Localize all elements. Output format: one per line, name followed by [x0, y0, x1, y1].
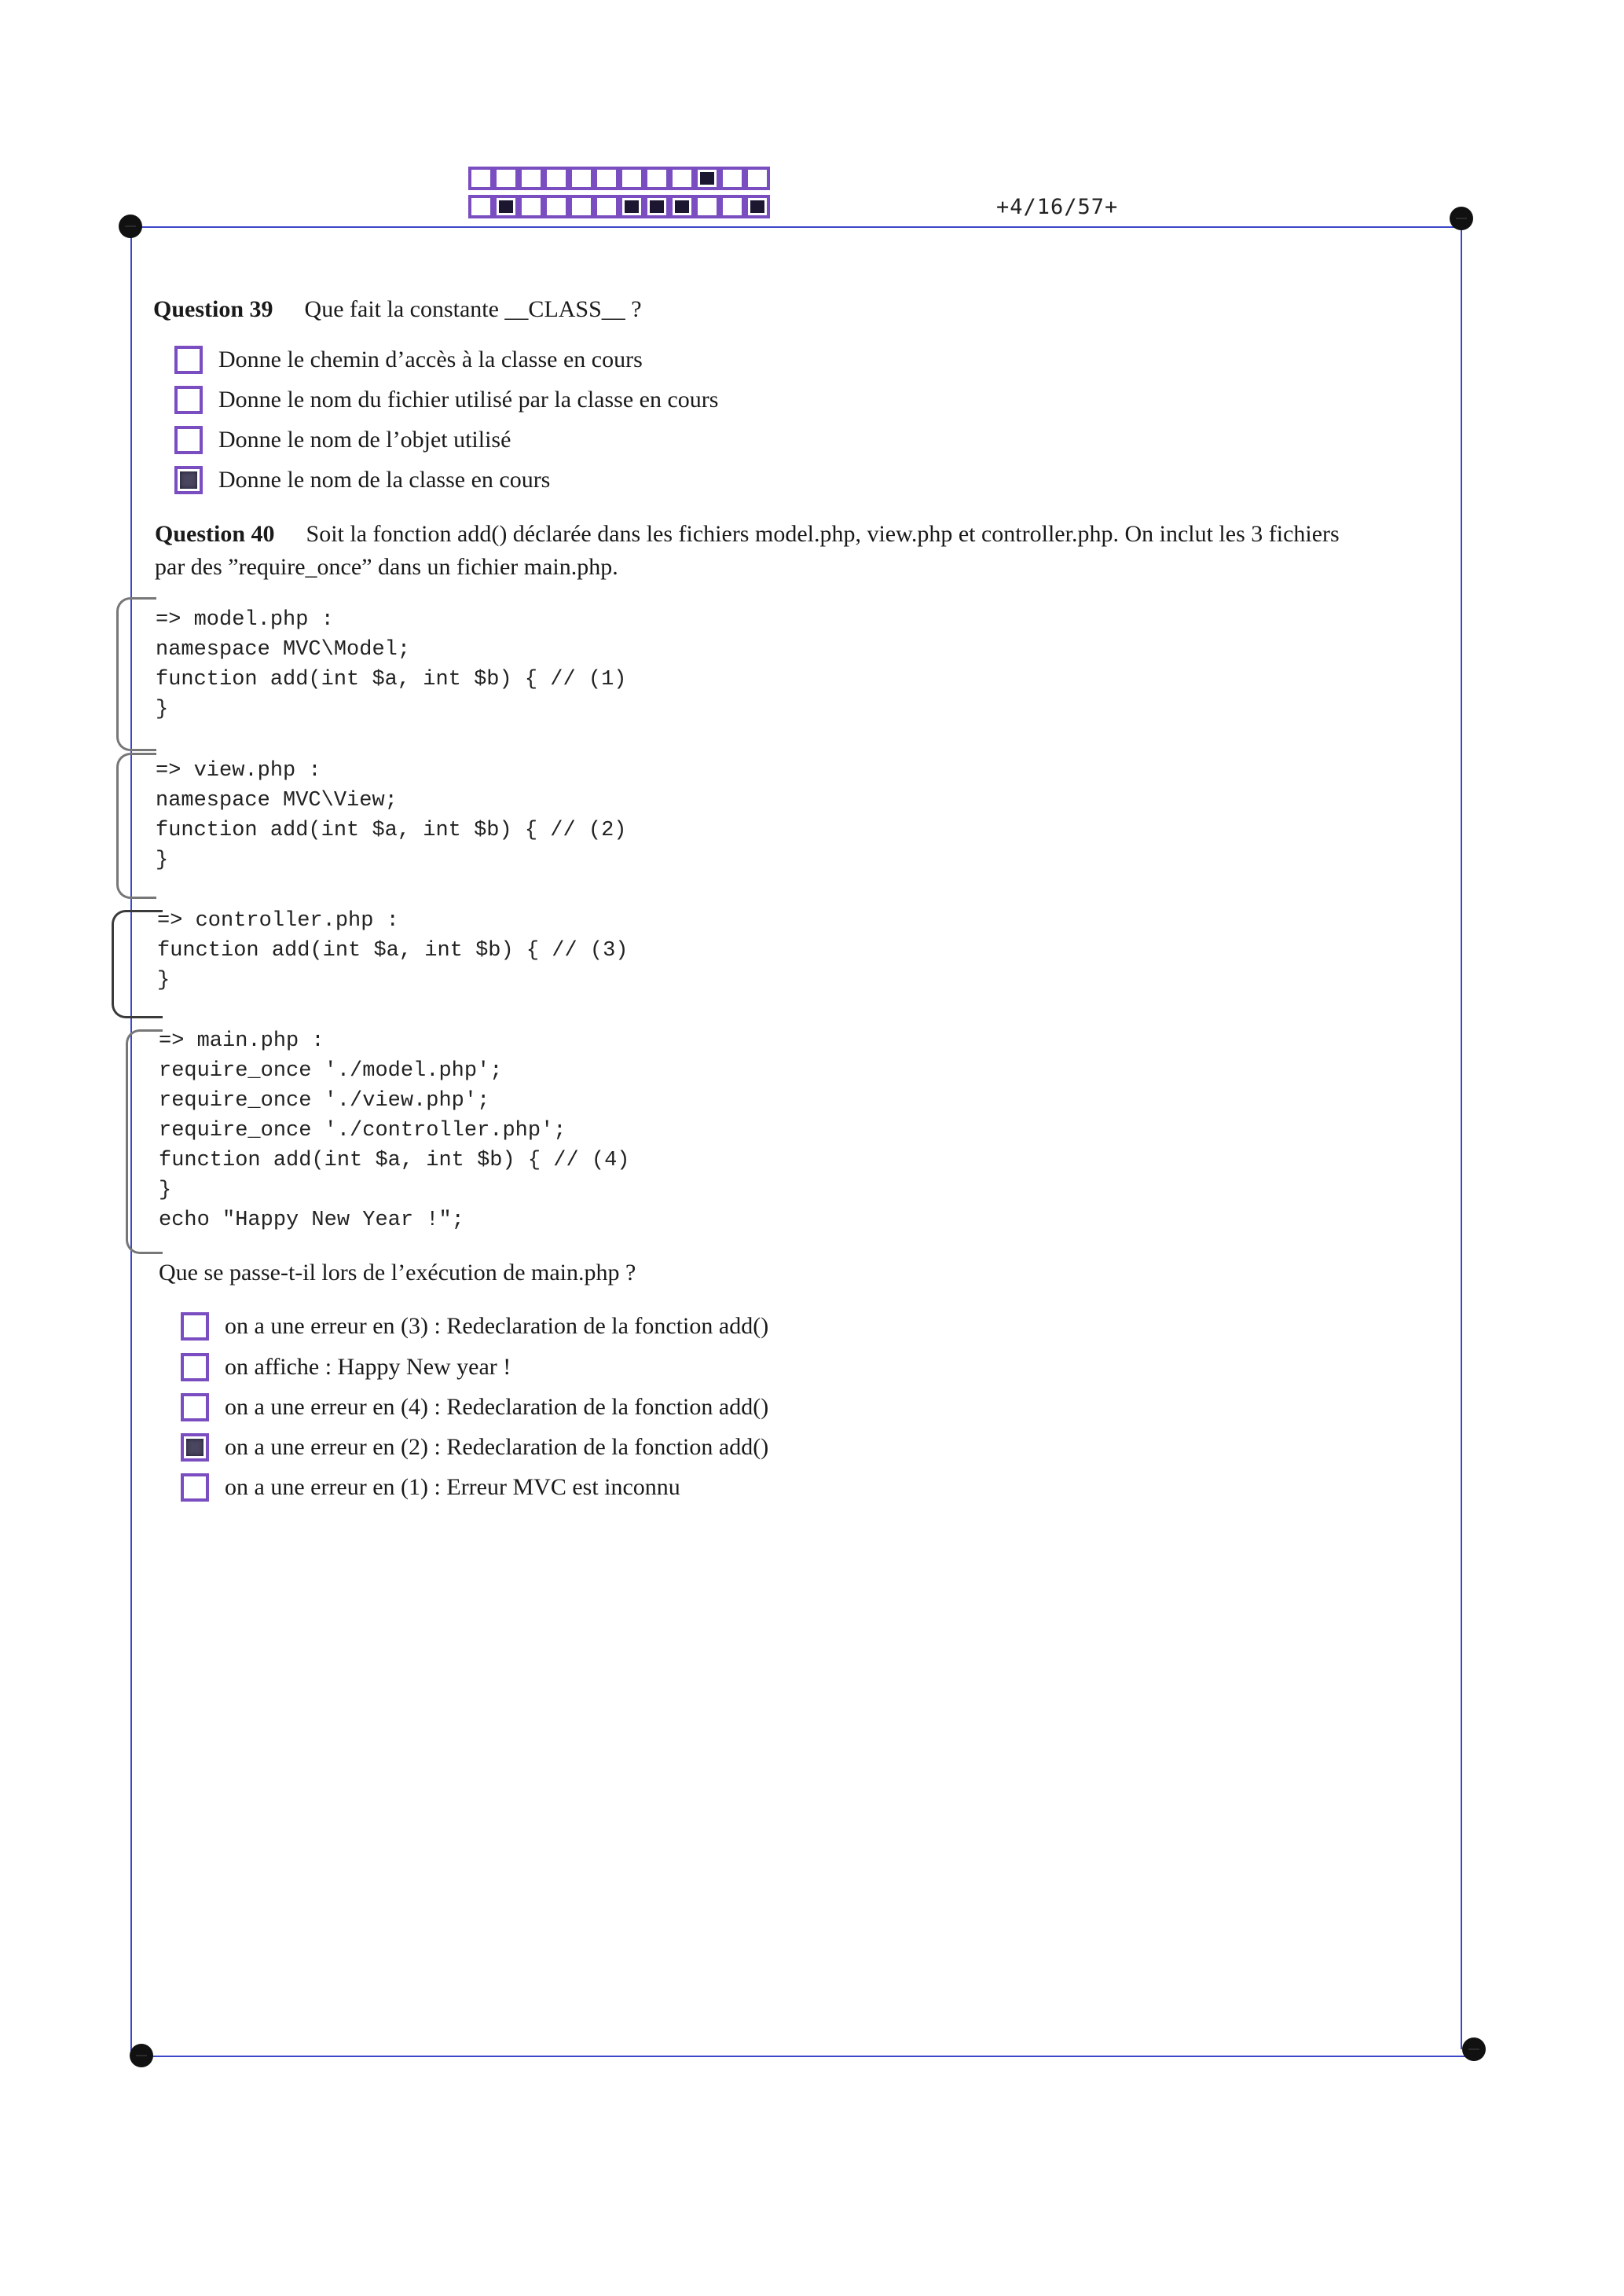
question-40-text-line-2: par des ”require_once” dans un fichier main.php.: [155, 554, 618, 580]
handwritten-bracket-main: [126, 1029, 163, 1254]
page-id: +4/16/57+: [996, 195, 1119, 219]
barcode-row-1-cell-7: [619, 167, 644, 190]
question-39-heading: [153, 294, 642, 325]
barcode-row-1-cell-4: [544, 167, 569, 190]
frame-top-line: [130, 226, 1463, 228]
barcode-row-2-cell-11: [720, 195, 745, 218]
barcode-row-2-cell-1: [468, 195, 493, 218]
handwritten-bracket-model: [116, 597, 156, 751]
code-controller-php: => controller.php : function add(int $a, int $b) { // (3) }: [157, 909, 629, 992]
barcode-row-2-cell-12: [745, 195, 770, 218]
q39-answer-2[interactable]: [174, 384, 718, 416]
question-39-text: Que fait la constante __CLASS__ ?: [304, 296, 642, 322]
q40-answer-3-label: on a une erreur en (4) : Redeclaration de la fonction add(): [225, 1394, 769, 1420]
barcode-row-2-cell-5: [569, 195, 594, 218]
q40-answer-4-checkbox[interactable]: [181, 1433, 209, 1462]
barcode-row-2-cell-10: [695, 195, 720, 218]
q39-answer-3-checkbox[interactable]: [174, 426, 203, 454]
question-40-label: Question 40: [155, 521, 275, 547]
q40-answer-1[interactable]: [181, 1311, 768, 1342]
q39-answer-1[interactable]: [174, 344, 643, 376]
corner-marker-bottom-right: [1462, 2037, 1486, 2061]
frame-bottom-line: [141, 2056, 1474, 2057]
q40-answer-2[interactable]: [181, 1352, 511, 1383]
handwritten-bracket-controller: [112, 910, 163, 1018]
q39-answer-4-label: Donne le nom de la classe en cours: [218, 467, 551, 493]
barcode-row-1-cell-2: [493, 167, 519, 190]
barcode-row-1-cell-10: [695, 167, 720, 190]
code-main-php: => main.php : require_once './model.php'; require_once './view.php'; require_once './controller.php'; function add(int $a, int $b) { // (4) } echo "Happy New Year !";: [159, 1029, 630, 1232]
q39-answer-1-label: Donne le chemin d’accès à la classe en cours: [218, 347, 643, 372]
q40-answer-1-label: on a une erreur en (3) : Redeclaration de la fonction add(): [225, 1313, 769, 1339]
code-model-php: => model.php : namespace MVC\Model; function add(int $a, int $b) { // (1) }: [156, 608, 627, 721]
q39-answer-3-label: Donne le nom de l’objet utilisé: [218, 427, 511, 453]
barcode-row-1: [468, 167, 770, 190]
barcode-row-1-cell-12: [745, 167, 770, 190]
barcode-row-1-cell-9: [669, 167, 695, 190]
barcode-row-1-cell-3: [519, 167, 544, 190]
q40-answer-2-checkbox[interactable]: [181, 1353, 209, 1381]
q40-answer-5[interactable]: [181, 1472, 680, 1503]
barcode-row-2-cell-2: [493, 195, 519, 218]
q40-answer-5-checkbox[interactable]: [181, 1473, 209, 1502]
q39-answer-3[interactable]: [174, 424, 511, 456]
barcode-row-1-cell-5: [569, 167, 594, 190]
q40-answer-4[interactable]: [181, 1432, 768, 1463]
q39-answer-2-checkbox[interactable]: [174, 386, 203, 414]
q39-answer-4[interactable]: [174, 464, 550, 496]
barcode-row-2-cell-6: [594, 195, 619, 218]
q40-answer-1-checkbox[interactable]: [181, 1312, 209, 1341]
question-40-text-line-1: Soit la fonction add() déclarée dans les fichiers model.php, view.php et controller.php. On inclut les 3 fichiers: [306, 521, 1340, 547]
q39-answer-4-checkbox[interactable]: [174, 466, 203, 494]
barcode-row-2-cell-4: [544, 195, 569, 218]
frame-right-line: [1461, 218, 1462, 2049]
q40-answer-3[interactable]: [181, 1392, 768, 1423]
barcode-row-2-cell-9: [669, 195, 695, 218]
q40-answer-2-label: on affiche : Happy New year !: [225, 1354, 511, 1380]
code-view-php: => view.php : namespace MVC\View; function add(int $a, int $b) { // (2) }: [156, 759, 627, 872]
barcode-row-1-cell-11: [720, 167, 745, 190]
corner-marker-top-right: [1450, 207, 1473, 230]
q40-answer-3-checkbox[interactable]: [181, 1393, 209, 1421]
barcode-row-2-cell-3: [519, 195, 544, 218]
question-39-label: Question 39: [153, 296, 273, 322]
question-40-prompt: Que se passe-t-il lors de l’exécution de main.php ?: [159, 1260, 636, 1286]
q39-answer-1-checkbox[interactable]: [174, 346, 203, 374]
q39-answer-2-label: Donne le nom du fichier utilisé par la classe en cours: [218, 387, 719, 413]
barcode-row-1-cell-6: [594, 167, 619, 190]
corner-marker-bottom-left: [130, 2044, 153, 2067]
question-40-heading: [155, 519, 1340, 550]
barcode-row-1-cell-1: [468, 167, 493, 190]
handwritten-bracket-view: [116, 753, 156, 899]
barcode-row-1-cell-8: [644, 167, 669, 190]
barcode-row-2-cell-8: [644, 195, 669, 218]
q40-answer-4-label: on a une erreur en (2) : Redeclaration de la fonction add(): [225, 1434, 769, 1460]
q40-answer-5-label: on a une erreur en (1) : Erreur MVC est inconnu: [225, 1474, 680, 1500]
corner-marker-top-left: [119, 215, 142, 238]
barcode-row-2-cell-7: [619, 195, 644, 218]
barcode-row-2: [468, 195, 770, 218]
